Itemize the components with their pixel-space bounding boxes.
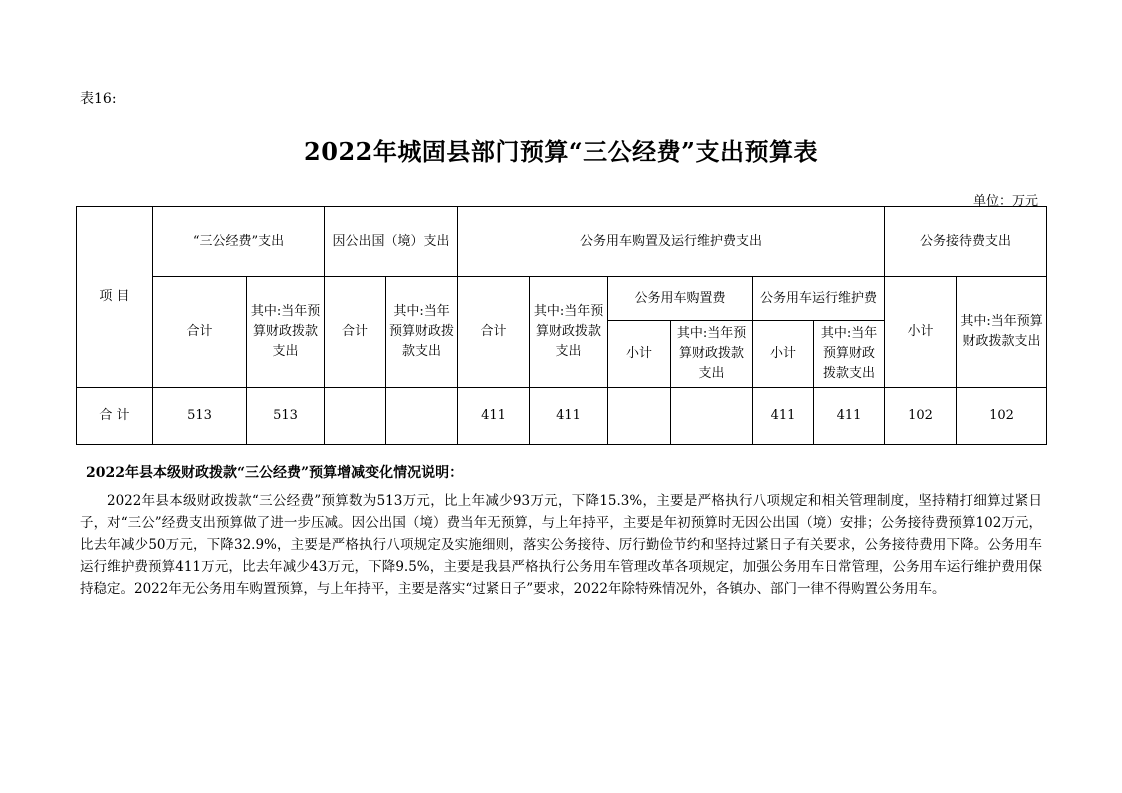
- header-abroad-total: 合计: [325, 277, 386, 388]
- cell-abroad-total: [325, 388, 386, 445]
- explanation-body: 2022年县本级财政拨款“三公经费”预算数为513万元，比上年减少93万元，下降15.3%，主要是严格执行八项规定和相关管理制度，坚持精打细算过紧日子，对“三公”经费支出预算做了进一步压减。因公出国（境）费当年无预算，与上年持平，主要是年初预算时无因公出国（境）安排；公务接待费预算102万元，比去年减少50万元，下降32.9%，主要是严格执行八项规定及实施细则，落实公务接待、厉行勤俭节约和坚持过紧日子有关要求，公务接待费用下降。公务用车运行维护费预算411万元，比去年减少43万元，下降9.5%，主要是我县严格执行公务用车管理改革各项规定，加强公务用车日常管理，公务用车运行维护费用保持稳定。2022年无公务用车购置预算，与上年持平，主要是落实“过紧日子”要求，2022年除特殊情况外，各镇办、部门一律不得购置公务用车。: [80, 493, 1042, 597]
- header-vehicle-operation: 公务用车运行维护费: [753, 277, 885, 321]
- cell-vehicle-total: 411: [458, 388, 530, 445]
- header-reception-fiscal: 其中:当年预算财政拨款支出: [957, 277, 1047, 388]
- header-reception-subtotal: 小计: [885, 277, 957, 388]
- header-vehicle-purchase: 公务用车购置费: [608, 277, 753, 321]
- page-title: 2022年城固县部门预算“三公经费”支出预算表: [304, 137, 818, 166]
- cell-sangong-total: 513: [153, 388, 247, 445]
- cell-operation-fiscal: 411: [814, 388, 885, 445]
- header-reception: 公务接待费支出: [885, 207, 1047, 277]
- header-row-1: [77, 207, 1047, 277]
- header-purchase-subtotal: 小计: [608, 321, 671, 388]
- row-label: 合 计: [77, 388, 153, 445]
- header-row-2: [77, 277, 1047, 321]
- cell-reception-subtotal: 102: [885, 388, 957, 445]
- cell-sangong-fiscal: 513: [247, 388, 325, 445]
- header-vehicle: 公务用车购置及运行维护费支出: [458, 207, 885, 277]
- header-purchase-fiscal: 其中:当年预算财政拨款支出: [671, 321, 753, 388]
- cell-purchase-fiscal: [671, 388, 753, 445]
- header-vehicle-total: 合计: [458, 277, 530, 388]
- table-number: 表16:: [80, 91, 117, 107]
- header-abroad-fiscal: 其中:当年预算财政拨款支出: [386, 277, 458, 388]
- table-row: [77, 388, 1047, 445]
- header-sangong: “三公经费”支出: [153, 207, 325, 277]
- header-operation-fiscal: 其中:当年预算财政拨款支出: [814, 321, 885, 388]
- cell-vehicle-fiscal: 411: [530, 388, 608, 445]
- cell-purchase-subtotal: [608, 388, 671, 445]
- header-sangong-fiscal: 其中:当年预算财政拨款支出: [247, 277, 325, 388]
- header-sangong-total: 合计: [153, 277, 247, 388]
- header-item: 项 目: [77, 207, 153, 388]
- header-abroad: 因公出国（境）支出: [325, 207, 458, 277]
- unit-label: 单位：万元: [972, 194, 1038, 209]
- budget-table: [76, 206, 1047, 445]
- cell-abroad-fiscal: [386, 388, 458, 445]
- cell-reception-fiscal: 102: [957, 388, 1047, 445]
- header-operation-subtotal: 小计: [753, 321, 814, 388]
- header-vehicle-fiscal: 其中:当年预算财政拨款支出: [530, 277, 608, 388]
- cell-operation-subtotal: 411: [753, 388, 814, 445]
- explanation-heading: 2022年县本级财政拨款“三公经费”预算增减变化情况说明：: [86, 465, 464, 481]
